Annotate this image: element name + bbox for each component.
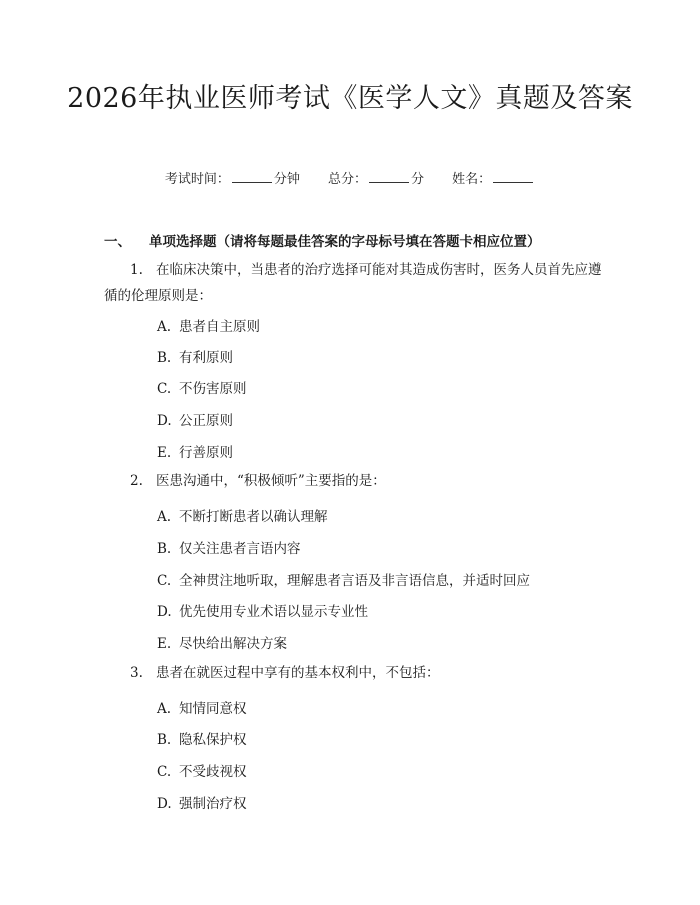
- option-letter: A.: [157, 509, 172, 525]
- q3-option-d: [157, 792, 247, 812]
- option-text: 有利原则: [179, 350, 233, 366]
- option-letter: D.: [157, 413, 172, 429]
- exam-time-label: 考试时间：: [164, 172, 230, 187]
- question-text: 患者在就医过程中享有的基本权利中，不包括：: [156, 665, 440, 681]
- option-letter: C.: [157, 573, 172, 589]
- q3-option-b: [157, 728, 247, 748]
- option-letter: C.: [157, 381, 172, 397]
- option-letter: D.: [157, 796, 172, 812]
- option-letter: E.: [157, 445, 172, 461]
- option-text: 不伤害原则: [179, 381, 247, 397]
- exam-time-unit: 分钟: [273, 172, 300, 187]
- question-text: 在临床决策中，当患者的治疗选择可能对其造成伤害时，医务人员首先应遵循的伦理原则是：: [104, 262, 602, 304]
- question-number: 2.: [130, 473, 143, 489]
- option-text: 不受歧视权: [179, 764, 247, 780]
- question-number: 1.: [130, 262, 143, 278]
- q2-option-a: [157, 505, 328, 525]
- option-letter: E.: [157, 636, 172, 652]
- option-text: 仅关注患者言语内容: [179, 541, 301, 557]
- question-text: 医患沟通中，“积极倾听”主要指的是：: [156, 473, 386, 489]
- option-text: 患者自主原则: [179, 319, 260, 335]
- option-text: 隐私保护权: [179, 732, 247, 748]
- option-letter: A.: [157, 701, 172, 717]
- total-score-label: 总分：: [327, 172, 367, 187]
- q1-option-e: [157, 441, 233, 461]
- q3-option-a: [157, 697, 247, 717]
- question-number: 3.: [130, 665, 143, 681]
- option-letter: B.: [157, 350, 172, 366]
- section-title: 单项选择题（请将每题最佳答案的字母标号填在答题卡相应位置）: [149, 234, 541, 250]
- q2-option-d: [157, 600, 368, 620]
- q1-option-b: [157, 346, 233, 366]
- option-letter: A.: [157, 319, 172, 335]
- option-letter: C.: [157, 764, 172, 780]
- option-text: 不断打断患者以确认理解: [179, 509, 328, 525]
- option-letter: B.: [157, 732, 172, 748]
- option-letter: B.: [157, 541, 172, 557]
- name-field: [452, 172, 535, 187]
- q2-option-b: [157, 537, 301, 557]
- option-text: 尽快给出解决方案: [179, 636, 287, 652]
- q1-option-c: [157, 377, 247, 397]
- exam-info-line: [0, 168, 700, 187]
- total-score-blank: [369, 171, 409, 183]
- exam-time-field: [165, 172, 300, 187]
- option-text: 强制治疗权: [179, 796, 247, 812]
- question-2: [104, 468, 604, 494]
- option-text: 优先使用专业术语以显示专业性: [179, 604, 368, 620]
- option-text: 行善原则: [179, 445, 233, 461]
- q3-option-c: [157, 760, 247, 780]
- option-letter: D.: [157, 604, 172, 620]
- name-blank: [493, 171, 533, 183]
- section-number: 一、: [104, 234, 131, 250]
- q2-option-c: [157, 569, 530, 589]
- option-text: 全神贯注地听取，理解患者言语及非言语信息，并适时回应: [179, 573, 530, 589]
- total-score-unit: 分: [411, 172, 425, 187]
- q1-option-d: [157, 409, 233, 429]
- page-title: 2026年执业医师考试《医学人文》真题及答案: [67, 83, 633, 114]
- option-text: 公正原则: [179, 413, 233, 429]
- question-1: [104, 257, 604, 309]
- section-heading: [104, 230, 541, 250]
- total-score-field: [328, 172, 424, 187]
- q2-option-e: [157, 632, 287, 652]
- q1-option-a: [157, 315, 260, 335]
- question-3: [104, 660, 604, 686]
- name-label: 姓名：: [452, 172, 492, 187]
- exam-time-blank: [232, 171, 272, 183]
- option-text: 知情同意权: [179, 701, 247, 717]
